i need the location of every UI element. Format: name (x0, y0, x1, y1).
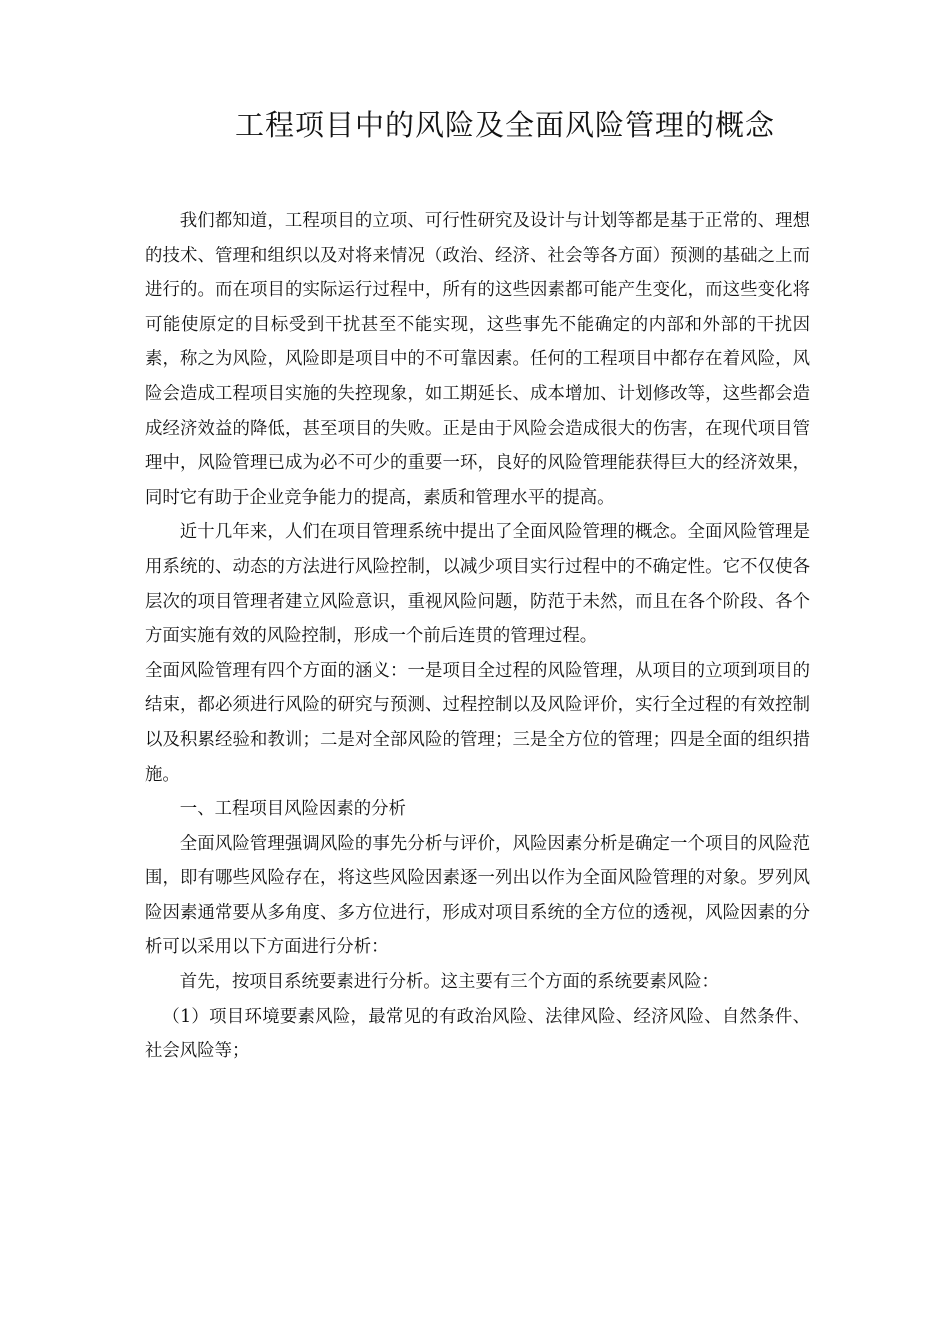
document-title: 工程项目中的风险及全面风险管理的概念 (234, 108, 775, 142)
document-body (145, 204, 810, 1069)
section-heading-risk-factors: 一、工程项目风险因素的分析 (179, 799, 406, 820)
paragraph-intro: 我们都知道，工程项目的立项、可行性研究及设计与计划等都是基于正常的、理想的技术、管理和组织以及对将来情况（政治、经济、社会等各方面）预测的基础之上而进行的。而在项目的实际运行过程中，所有的这些因素都可能产生变化，而这些变化将可能使原定的目标受到干扰甚至不能实现，这些事先不能确定的内部和外部的干扰因素，称之为风险，风险即是项目中的不可靠因素。任何的工程项目中都存在着风险，风险会造成工程项目实施的失控现象，如工期延长、成本增加、计划修改等，这些都会造成经济效益的降低，甚至项目的失败。正是由于风险会造成很大的伤害，在现代项目管理中，风险管理已成为必不可少的重要一环，良好的风险管理能获得巨大的经济效果，同时它有助于企业竞争能力的提高，素质和管理水平的提高。 (145, 211, 810, 508)
paragraph-risk-factor-analysis: 全面风险管理强调风险的事先分析与评价，风险因素分析是确定一个项目的风险范围，即有哪些风险存在，将这些风险因素逐一列出以作为全面风险管理的对象。罗列风险因素通常要从多角度、多方位进行，形成对项目系统的全方位的透视，风险因素的分析可以采用以下方面进行分析： (145, 833, 810, 958)
paragraph-four-aspects: 全面风险管理有四个方面的涵义：一是项目全过程的风险管理，从项目的立项到项目的结束，都必须进行风险的研究与预测、过程控制以及风险评价，实行全过程的有效控制以及积累经验和教训；二是对全部风险的管理；三是全方位的管理；四是全面的组织措施。 (145, 660, 810, 785)
paragraph-full-risk-concept: 近十几年来，人们在项目管理系统中提出了全面风险管理的概念。全面风险管理是用系统的、动态的方法进行风险控制，以减少项目实行过程中的不确定性。它不仅使各层次的项目管理者建立风险意识，重视风险问题，防范于未然，而且在各个阶段、各个方面实施有效的风险控制，形成一个前后连贯的管理过程。 (145, 522, 810, 647)
paragraph-system-elements: 首先，按项目系统要素进行分析。这主要有三个方面的系统要素风险： (179, 972, 719, 993)
list-item-environment-risk: （1）项目环境要素风险，最常见的有政治风险、法律风险、经济风险、自然条件、社会风险等； (145, 1006, 810, 1062)
